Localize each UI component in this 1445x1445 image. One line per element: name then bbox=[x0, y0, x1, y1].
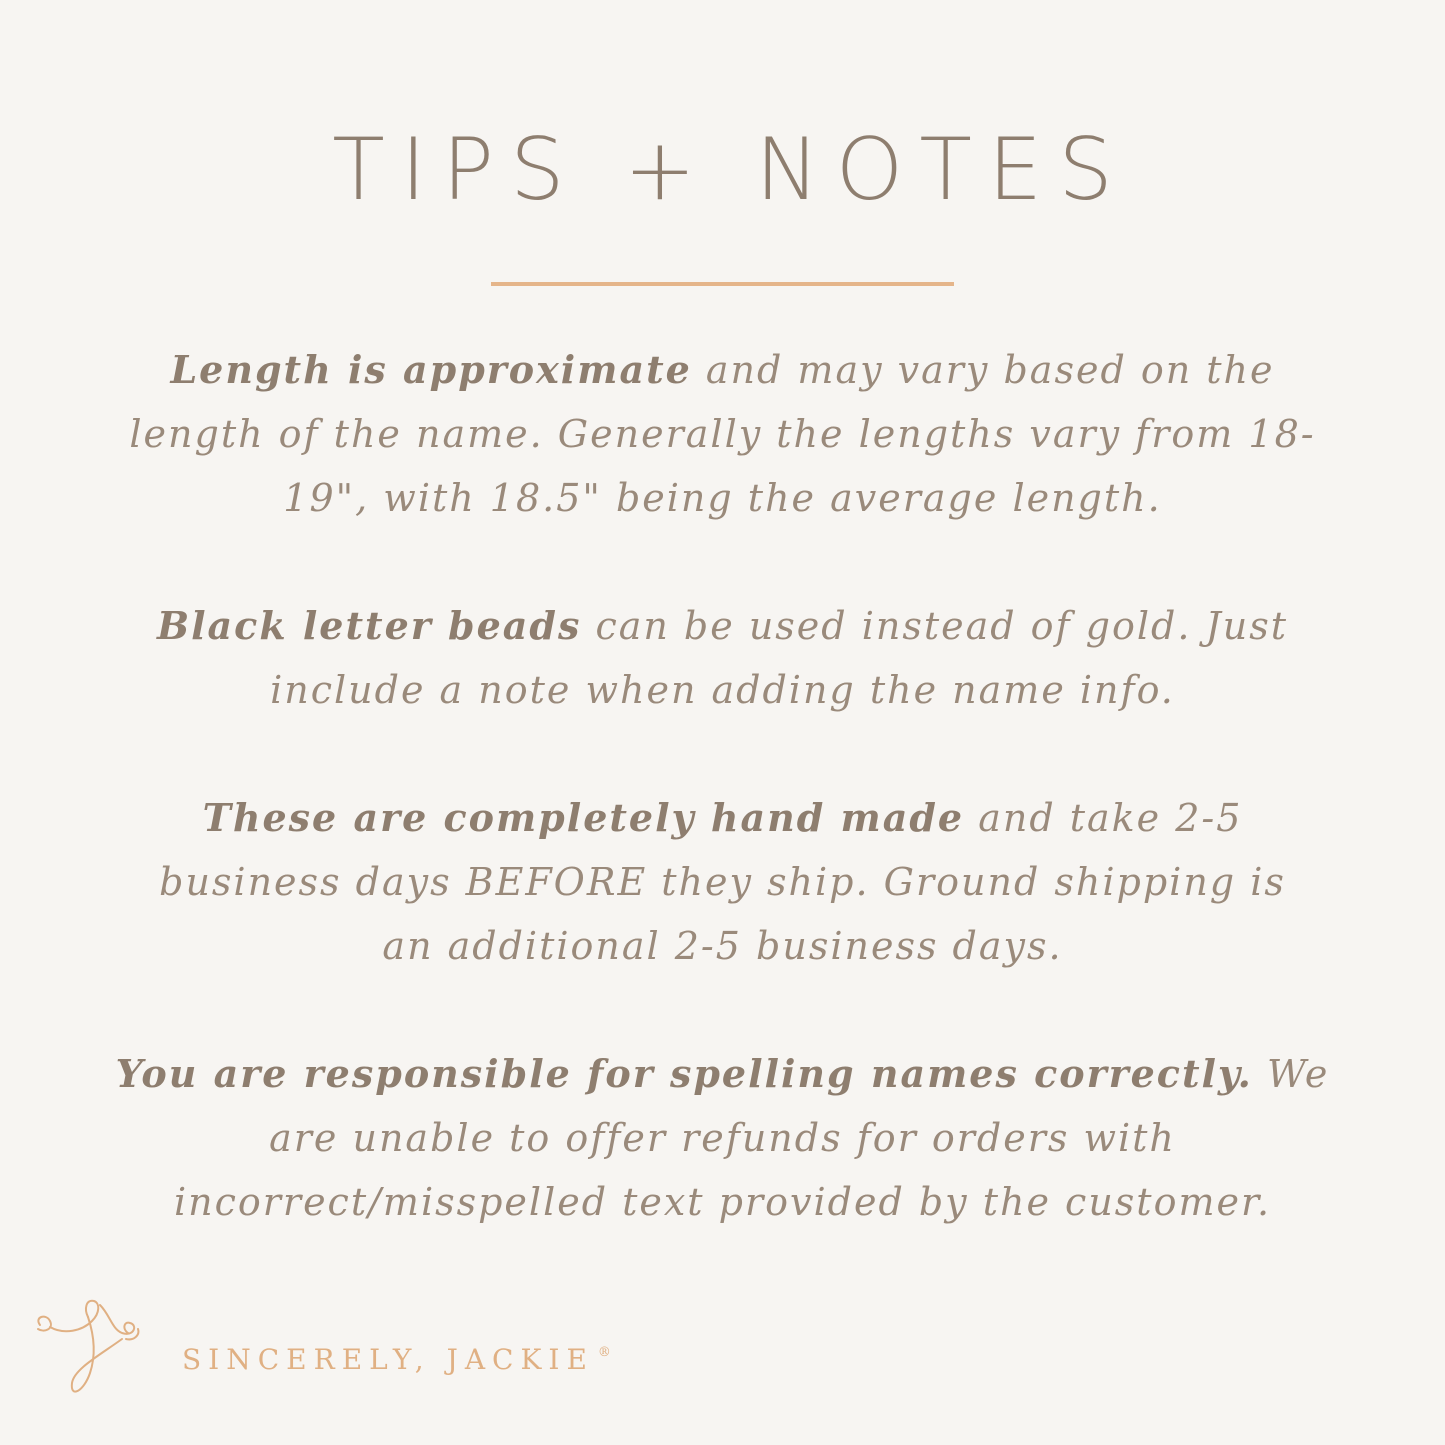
brand-name-text: SINCERELY, JACKIE bbox=[182, 1343, 594, 1376]
brand-name bbox=[182, 1343, 611, 1376]
note-lead: These are completely hand made bbox=[202, 795, 965, 840]
note-lead: Black letter beads bbox=[157, 603, 582, 648]
note-bead-color bbox=[100, 594, 1345, 722]
note-body: and may vary based on the length of the name. Generally the lengths vary from 18-19", with 18.5" being the average length. bbox=[129, 348, 1316, 520]
page-title: TIPS + NOTES bbox=[332, 120, 1129, 220]
brand-footer bbox=[30, 1295, 650, 1405]
note-body: and take 2-5 business days BEFORE they ship. Ground shipping is an additional 2-5 business days. bbox=[159, 796, 1286, 968]
note-length bbox=[100, 338, 1345, 530]
note-spelling bbox=[100, 1042, 1345, 1234]
notes-list bbox=[100, 338, 1345, 1298]
note-body: We are unable to offer refunds for orders with incorrect/misspelled text provided by the customer. bbox=[173, 1052, 1330, 1224]
note-lead: You are responsible for spelling names correctly. bbox=[115, 1051, 1253, 1096]
monogram-logo bbox=[30, 1295, 150, 1405]
note-lead: Length is approximate bbox=[170, 347, 692, 392]
note-body: can be used instead of gold. Just include a note when adding the name info. bbox=[270, 604, 1288, 712]
title-divider bbox=[491, 282, 954, 286]
registered-mark: ® bbox=[597, 1345, 611, 1360]
note-handmade bbox=[100, 786, 1345, 978]
